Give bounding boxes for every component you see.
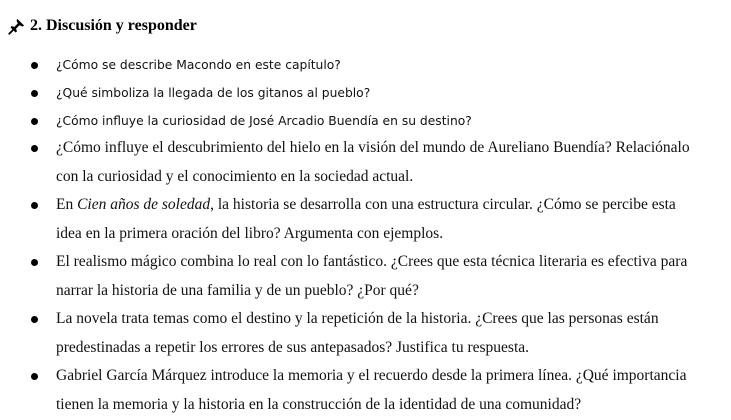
bullet-icon <box>31 62 38 69</box>
bullet-icon <box>31 202 38 209</box>
question-line: con la curiosidad y el conocimiento en la sociedad actual. <box>56 168 414 185</box>
bullet-icon <box>31 145 38 152</box>
question-text <box>56 247 723 305</box>
question-text: ¿Cómo influye la curiosidad de José Arcadio Buendía en su destino? <box>56 114 472 128</box>
section-heading <box>8 14 197 38</box>
question-prefix: En <box>56 196 78 213</box>
question-line <box>56 190 723 219</box>
bullet-icon <box>31 118 38 125</box>
pushpin-icon <box>8 18 25 35</box>
question-line: narrar la historia de una familia y de un pueblo? ¿Por qué? <box>56 282 419 299</box>
bullet-icon <box>31 90 38 97</box>
question-line: Gabriel García Márquez introduce la memoria y el recuerdo desde la primera línea. ¿Qué importancia <box>56 367 687 384</box>
question-text: ¿Cómo se describe Macondo en este capítulo? <box>56 58 341 72</box>
question-text: ¿Qué simboliza la llegada de los gitanos al pueblo? <box>56 86 371 100</box>
question-text <box>56 133 723 191</box>
bullet-icon <box>31 373 38 380</box>
question-line: ¿Cómo influye el descubrimiento del hielo en la visión del mundo de Aureliano Buendía? Relaciónalo <box>56 139 690 156</box>
question-line: La novela trata temas como el destino y la repetición de la historia. ¿Crees que las personas están <box>56 310 659 327</box>
question-line: idea en la primera oración del libro? Argumenta con ejemplos. <box>56 225 444 242</box>
question-line: El realismo mágico combina lo real con lo fantástico. ¿Crees que esta técnica literaria es efectiva para <box>56 253 688 270</box>
question-line: tienen la memoria y la historia en la construcción de la identidad de una comunidad? <box>56 396 582 413</box>
bullet-icon <box>31 316 38 323</box>
question-line: predestinadas a repetir los errores de sus antepasados? Justifica tu respuesta. <box>56 339 530 356</box>
question-text <box>56 304 723 362</box>
section-title: 2. Discusión y responder <box>30 17 197 34</box>
question-text <box>56 190 723 248</box>
book-title: Cien años de soledad <box>77 196 211 213</box>
question-line-rest: , la historia se desarrolla con una estructura circular. ¿Cómo se percibe esta <box>210 196 676 213</box>
bullet-icon <box>31 259 38 266</box>
question-text <box>56 361 723 419</box>
